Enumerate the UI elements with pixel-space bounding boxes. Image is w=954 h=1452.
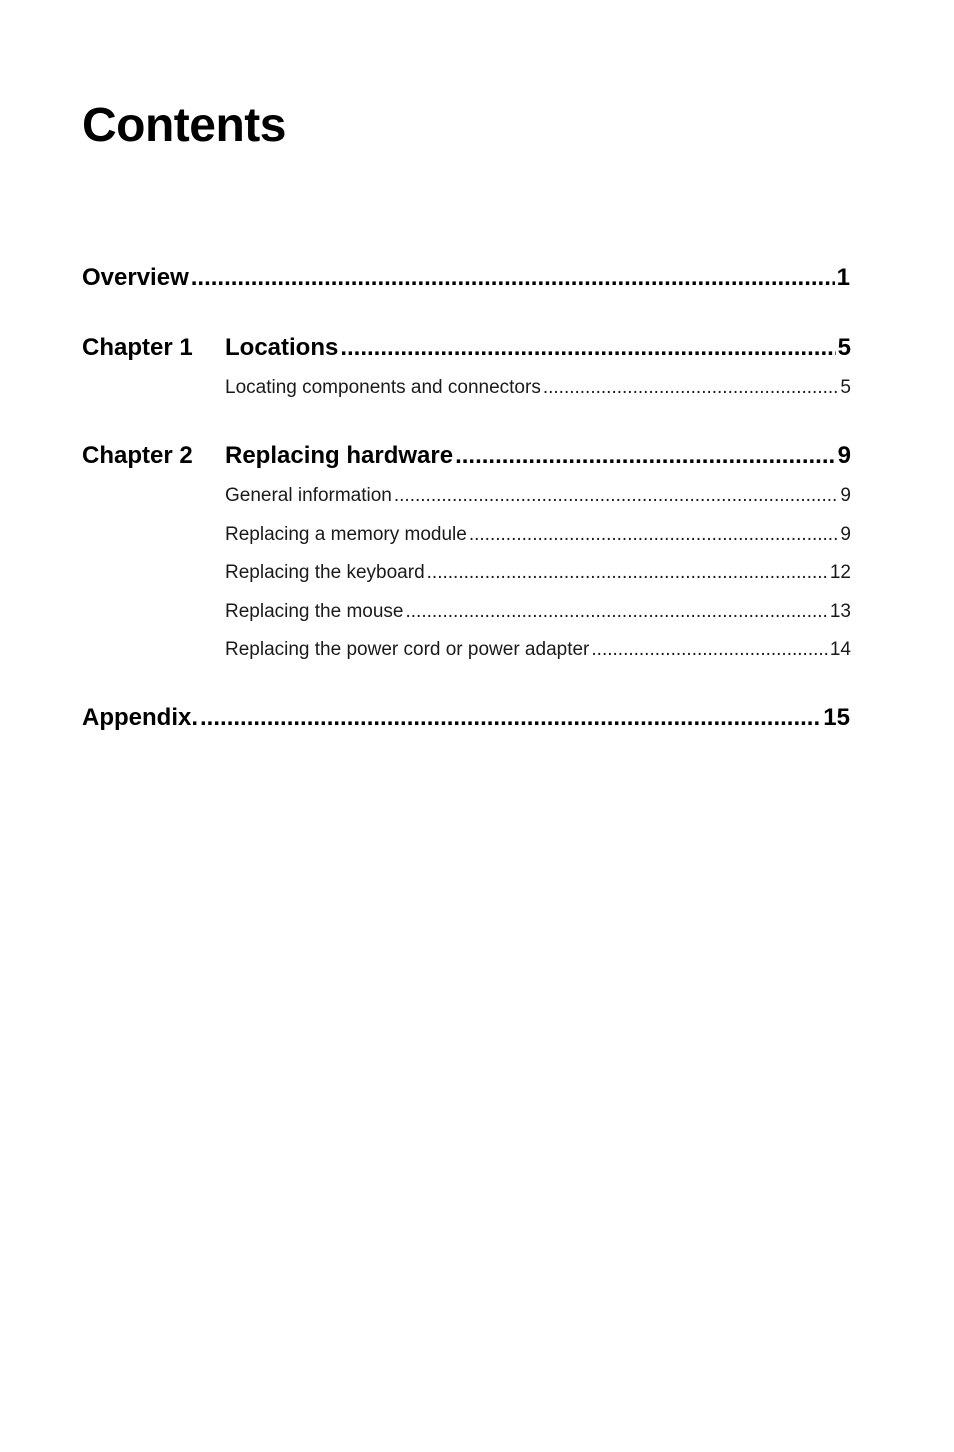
dot-leader bbox=[406, 601, 828, 623]
toc-entry-label: Appendix. bbox=[82, 704, 199, 731]
toc-entry-label: Locating components and connectors bbox=[225, 377, 541, 398]
toc-entry-chapter-2[interactable] bbox=[225, 442, 851, 470]
toc-page-number: 15 bbox=[823, 704, 850, 731]
toc-page-number: 13 bbox=[829, 601, 851, 622]
dot-leader bbox=[427, 562, 828, 584]
toc-entry-replacing-keyboard[interactable] bbox=[225, 562, 851, 584]
dot-leader bbox=[591, 639, 827, 661]
toc-page-number: 9 bbox=[837, 442, 851, 469]
page-title: Contents bbox=[82, 99, 286, 152]
chapter-2-label: Chapter 2 bbox=[82, 442, 193, 469]
toc-page-number: 9 bbox=[840, 524, 851, 545]
toc-entry-label: Replacing the mouse bbox=[225, 601, 404, 622]
toc-page-number: 12 bbox=[829, 562, 851, 583]
toc-entry-locating-components[interactable] bbox=[225, 377, 851, 399]
toc-entry-replacing-mouse[interactable] bbox=[225, 601, 851, 623]
toc-page-number: 5 bbox=[840, 377, 851, 398]
chapter-1-label: Chapter 1 bbox=[82, 334, 193, 361]
dot-leader bbox=[469, 524, 839, 546]
toc-entry-label: Replacing a memory module bbox=[225, 524, 467, 545]
dot-leader bbox=[191, 264, 835, 292]
toc-page-number: 5 bbox=[837, 334, 851, 361]
dot-leader bbox=[340, 334, 835, 362]
toc-entry-label: Replacing the keyboard bbox=[225, 562, 425, 583]
toc-page-number: 14 bbox=[829, 639, 851, 660]
toc-entry-label: Replacing the power cord or power adapter bbox=[225, 639, 590, 660]
toc-entry-appendix[interactable] bbox=[82, 704, 850, 732]
toc-entry-chapter-1[interactable] bbox=[225, 334, 851, 362]
dot-leader bbox=[200, 704, 821, 732]
toc-entry-replacing-memory-module[interactable] bbox=[225, 524, 851, 546]
dot-leader bbox=[394, 485, 839, 507]
toc-entry-label: Overview bbox=[82, 264, 189, 291]
toc-entry-label: General information bbox=[225, 485, 392, 506]
dot-leader bbox=[455, 442, 836, 470]
toc-entry-label: Replacing hardware bbox=[225, 442, 454, 469]
toc-entry-overview[interactable] bbox=[82, 264, 850, 292]
toc-entry-label: Locations bbox=[225, 334, 339, 361]
dot-leader bbox=[543, 377, 839, 399]
toc-page-number: 9 bbox=[840, 485, 851, 506]
toc-entry-replacing-power-cord[interactable] bbox=[225, 639, 851, 661]
toc-page-number: 1 bbox=[836, 264, 850, 291]
toc-entry-general-information[interactable] bbox=[225, 485, 851, 507]
